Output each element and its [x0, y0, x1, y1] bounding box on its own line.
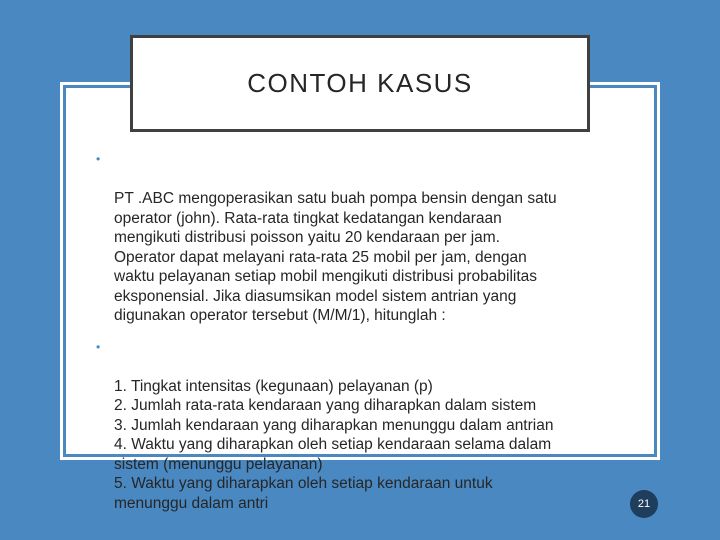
title-box: [130, 35, 590, 132]
page-number-badge: 21: [630, 490, 658, 518]
bullet-marker: •: [96, 339, 101, 354]
slide-title: CONTOH KASUS: [247, 68, 473, 98]
bullet-item-problem: [96, 150, 636, 326]
bullet-text: PT .ABC mengoperasikan satu buah pompa bensin dengan satu operator (john). Rata-rata tingkat kedatangan kendaraan mengikuti distribusi poisson yaitu 20 kendaraan per jam. Operator dapat melayani rata-rata 25 mobil per jam, dengan waktu pelayanan setiap mobil mengikuti distribusi probabilitas eksponensial. Jika diasumsikan model sistem antrian yang digunakan operator tersebut (M/M/1), hitunglah :: [114, 190, 557, 324]
bullet-item-questions: [96, 338, 636, 514]
bullet-text: 1. Tingkat intensitas (kegunaan) pelayanan (p) 2. Jumlah rata-rata kendaraan yang diharapkan dalam sistem 3. Jumlah kendaraan yang diharapkan menunggu dalam antrian 4. Waktu yang diharapkan oleh setiap kendaraan selama dalam sistem (menunggu pelayanan) 5. Waktu yang diharapkan oleh setiap kendaraan untuk menunggu dalam antri: [114, 377, 554, 512]
bullet-marker: •: [96, 152, 101, 166]
bullet-list: [96, 150, 636, 525]
